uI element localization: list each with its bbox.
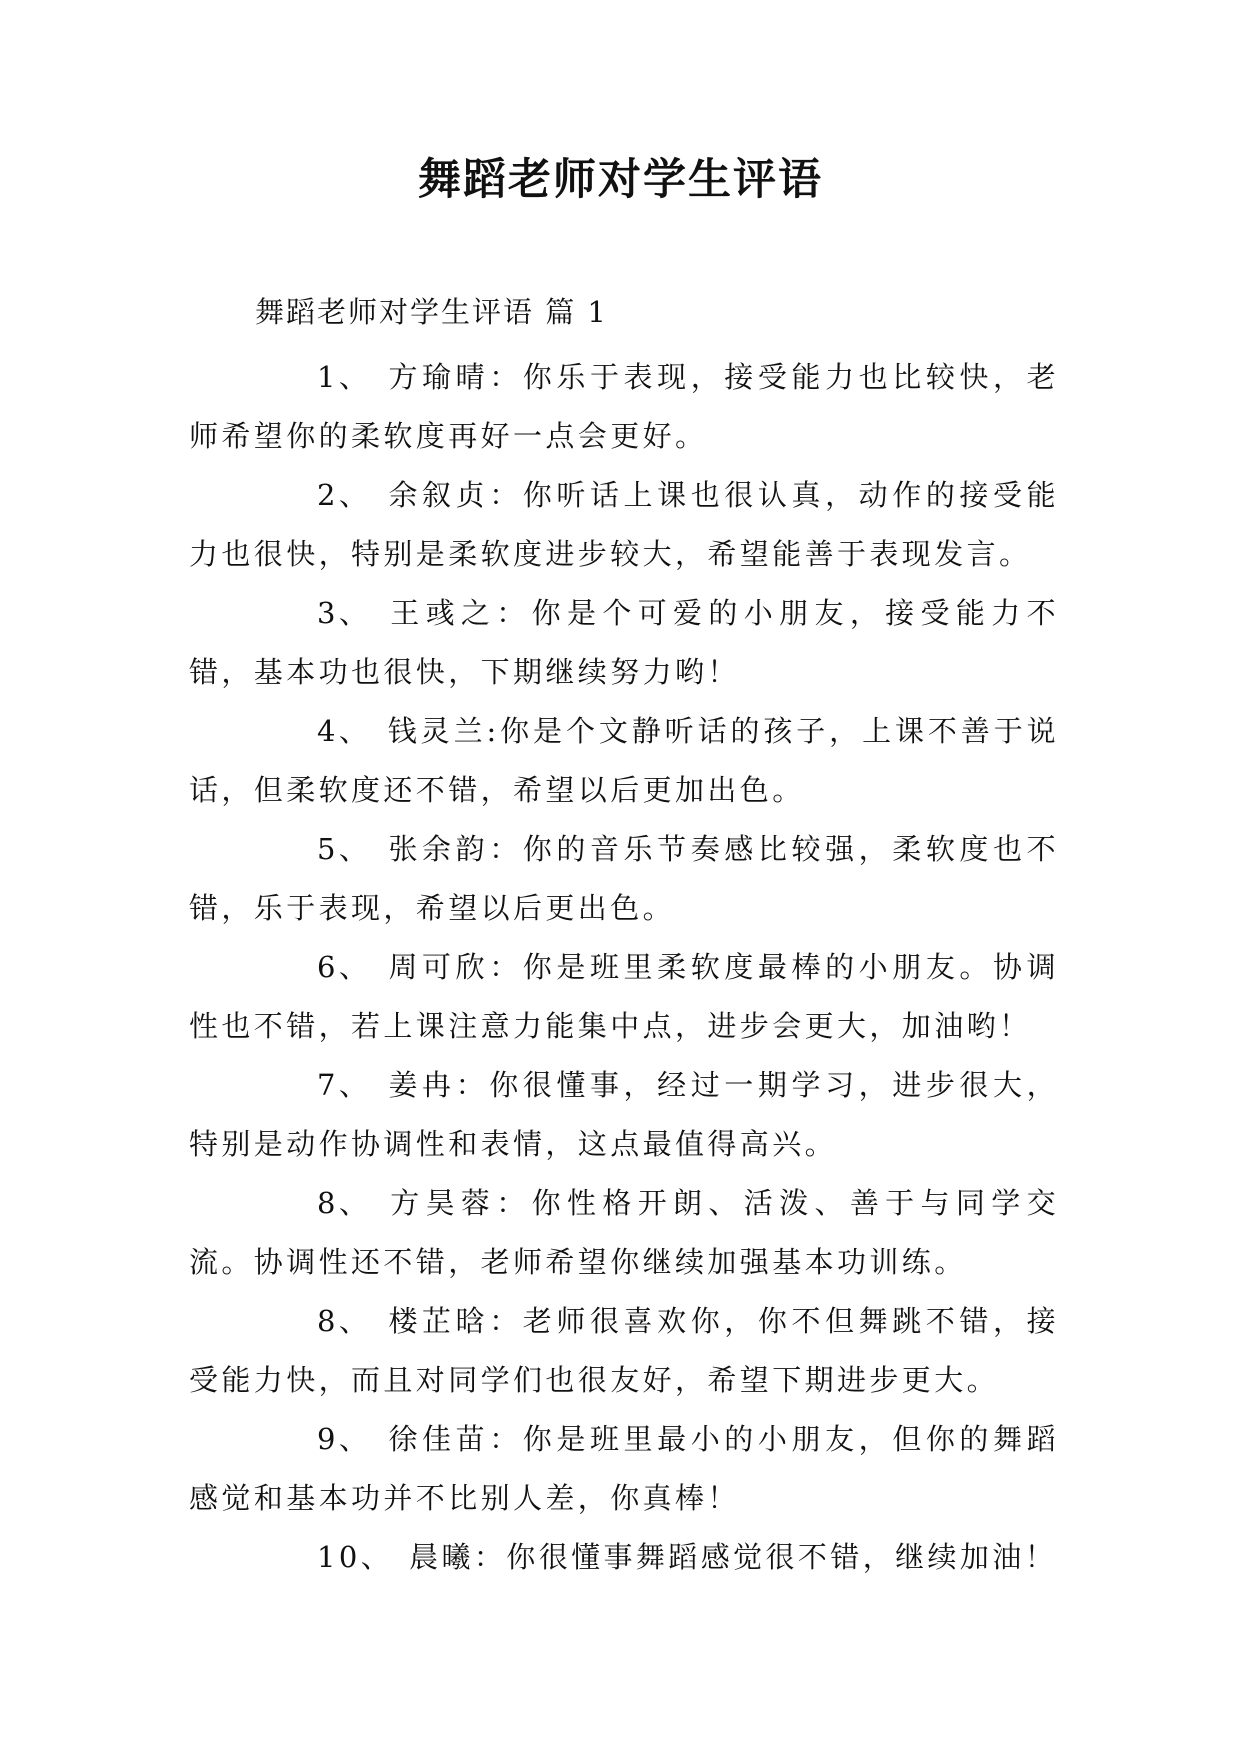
comment-entry	[189, 348, 1059, 466]
entry-text: 张余韵：你的音乐节奏感比较强，柔软度也不错，乐于表现，希望以后更出色。	[189, 832, 1059, 925]
comment-list	[189, 348, 1059, 1587]
entry-number: 8、	[317, 1304, 372, 1338]
entry-text: 徐佳苗：你是班里最小的小朋友，但你的舞蹈感觉和基本功并不比别人差，你真棒！	[189, 1422, 1059, 1515]
entry-number: 2、	[317, 478, 372, 512]
comment-entry	[189, 466, 1059, 584]
entry-number: 4、	[317, 714, 372, 748]
comment-entry	[189, 1528, 1059, 1587]
entry-number: 3、	[317, 596, 372, 630]
entry-text: 钱灵兰:你是个文静听话的孩子，上课不善于说话，但柔软度还不错，希望以后更加出色。	[189, 714, 1059, 807]
entry-text: 王彧之：你是个可爱的小朋友，接受能力不错，基本功也很快，下期继续努力哟！	[189, 596, 1059, 689]
entry-number: 6、	[317, 950, 372, 984]
comment-entry	[189, 820, 1059, 938]
entry-text: 周可欣：你是班里柔软度最棒的小朋友。协调性也不错，若上课注意力能集中点，进步会更大，加油哟！	[189, 950, 1059, 1043]
entry-number: 7、	[317, 1068, 372, 1102]
entry-text: 余叙贞：你听话上课也很认真，动作的接受能力也很快，特别是柔软度进步较大，希望能善于表现发言。	[189, 478, 1059, 571]
entry-text: 方瑜晴：你乐于表现，接受能力也比较快，老师希望你的柔软度再好一点会更好。	[189, 360, 1059, 453]
document-title: 舞蹈老师对学生评语	[418, 155, 823, 205]
entry-number: 9、	[317, 1422, 372, 1456]
entry-text: 方昊蓉：你性格开朗、活泼、善于与同学交流。协调性还不错，老师希望你继续加强基本功训练。	[189, 1186, 1059, 1279]
entry-number: 10、	[317, 1540, 394, 1574]
entry-text: 楼芷晗：老师很喜欢你，你不但舞跳不错，接受能力快，而且对同学们也很友好，希望下期进步更大。	[189, 1304, 1059, 1397]
entry-text: 姜冉：你很懂事，经过一期学习，进步很大，特别是动作协调性和表情，这点最值得高兴。	[189, 1068, 1059, 1161]
entry-number: 8、	[317, 1186, 372, 1220]
comment-entry	[189, 1174, 1059, 1292]
comment-entry	[189, 584, 1059, 702]
entry-number: 1、	[317, 360, 372, 394]
section-heading: 舞蹈老师对学生评语 篇 1	[255, 295, 608, 329]
comment-entry	[189, 1056, 1059, 1174]
entry-text: 晨曦：你很懂事舞蹈感觉很不错，继续加油！	[409, 1540, 1058, 1574]
comment-entry	[189, 1410, 1059, 1528]
comment-entry	[189, 702, 1059, 820]
comment-entry	[189, 1292, 1059, 1410]
entry-number: 5、	[317, 832, 372, 866]
comment-entry	[189, 938, 1059, 1056]
